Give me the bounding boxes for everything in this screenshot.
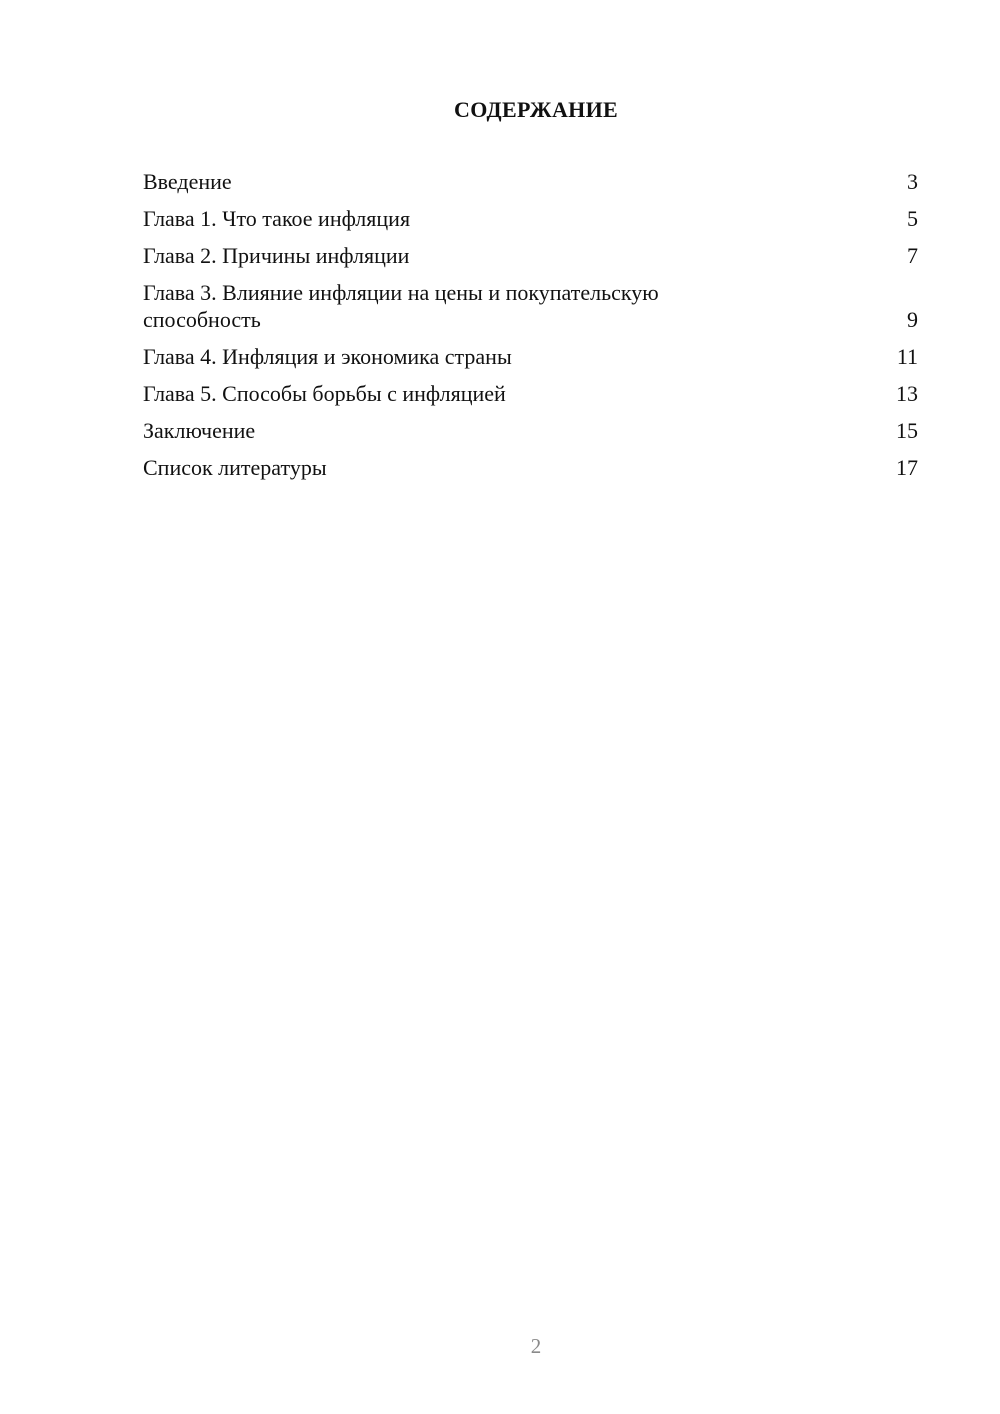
toc-entry-chapter-2	[143, 242, 918, 269]
toc-entry-page: 3	[907, 169, 918, 194]
toc-entry-title: Глава 5. Способы борьбы с инфляцией	[143, 381, 506, 406]
toc-entry-chapter-1	[143, 205, 918, 232]
toc-entry-page: 17	[896, 455, 918, 480]
page-title: СОДЕРЖАНИЕ	[454, 97, 618, 122]
toc-entry-page: 11	[896, 344, 918, 369]
table-of-contents	[143, 168, 918, 491]
page-number: 2	[530, 1334, 542, 1358]
toc-entry-page: 7	[907, 243, 918, 268]
toc-entry-page: 5	[907, 206, 918, 231]
toc-entry-title: Глава 4. Инфляция и экономика страны	[143, 344, 512, 369]
toc-entry-introduction	[143, 168, 918, 195]
toc-entry-references	[143, 454, 918, 481]
toc-entry-title: Введение	[143, 169, 232, 194]
toc-entry-page: 15	[896, 418, 918, 443]
toc-entry-chapter-5	[143, 380, 918, 407]
toc-entry-title: Глава 3. Влияние инфляции на цены и покупательскую способность	[143, 280, 659, 332]
toc-entry-title: Глава 1. Что такое инфляция	[143, 206, 411, 231]
toc-entry-title: Заключение	[143, 418, 256, 443]
toc-entry-chapter-3	[143, 279, 918, 333]
toc-entry-page: 9	[907, 307, 918, 332]
toc-entry-conclusion	[143, 417, 918, 444]
toc-entry-page: 13	[896, 381, 918, 406]
toc-entry-chapter-4	[143, 343, 918, 370]
toc-entry-title: Список литературы	[143, 455, 327, 480]
toc-entry-title: Глава 2. Причины инфляции	[143, 243, 410, 268]
